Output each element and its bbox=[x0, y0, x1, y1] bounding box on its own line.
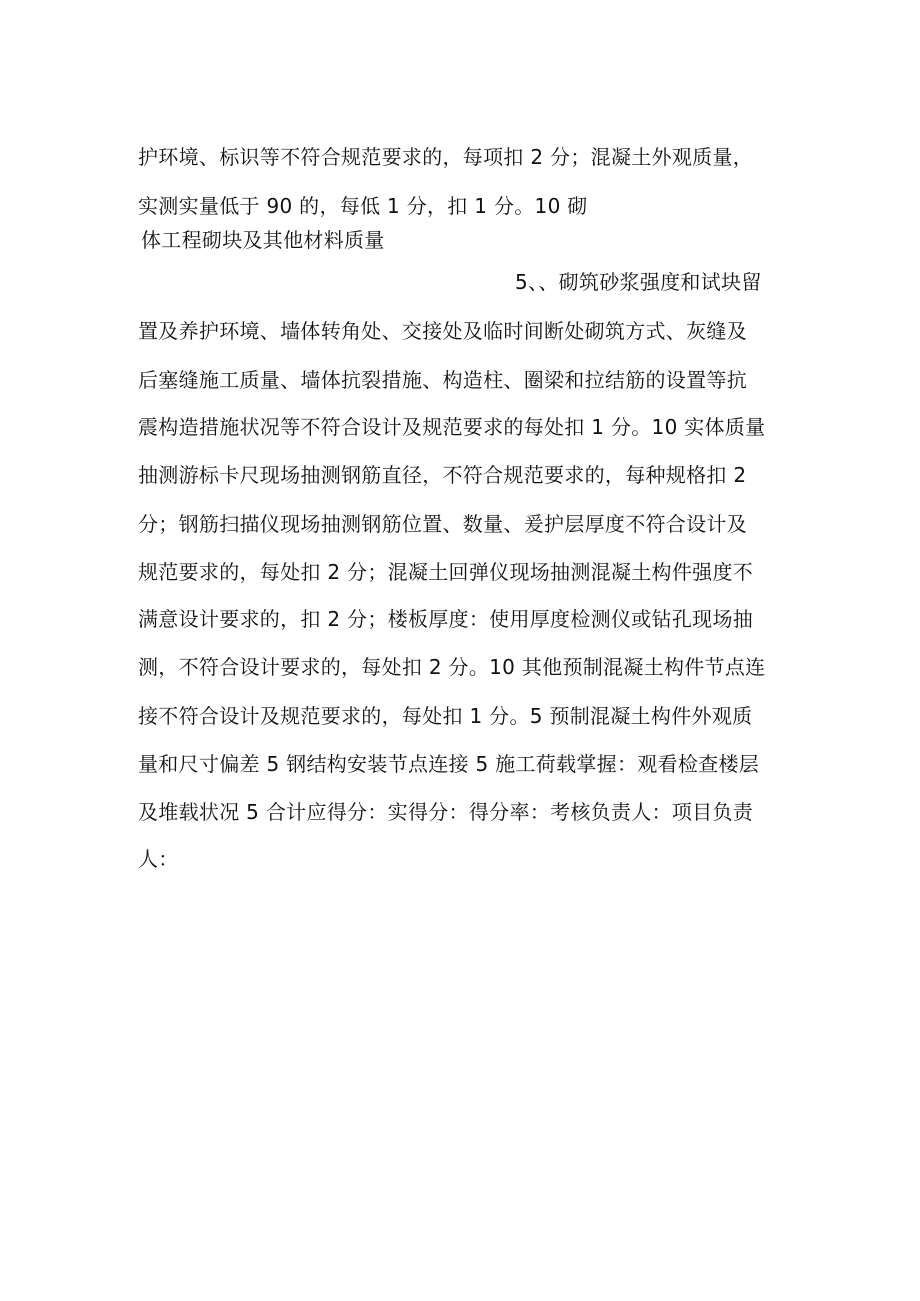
text-line-10: 规范要求的，每处扣 2 分；混凝土回弹仪现场抽测混凝土构件强度不 bbox=[138, 560, 754, 584]
text-line-7: 震构造措施状况等不符合设计及规范要求的每处扣 1 分。10 实体质量 bbox=[138, 415, 766, 439]
text-line-13: 接不符合设计及规范要求的，每处扣 1 分。5 预制混凝土构件外观质 bbox=[138, 704, 753, 728]
text-line-9: 分；钢筋扫描仪现场抽测钢筋位置、数量、爰护层厚度不符合设计及 bbox=[138, 512, 747, 536]
text-line-4: 5、、砌筑砂浆强度和试块留 bbox=[515, 270, 762, 294]
text-line-8: 抽测游标卡尺现场抽测钢筋直径，不符合规范要求的，每种规格扣 2 bbox=[138, 463, 747, 487]
text-line-2: 实测实量低于 90 的，每低 1 分，扣 1 分。10 砌 bbox=[138, 194, 588, 218]
text-line-14: 量和尺寸偏差 5 钢结构安装节点连接 5 施工荷载掌握：观看检查楼层 bbox=[138, 752, 760, 776]
text-line-3: 体工程砌块及其他材料质量 bbox=[141, 228, 385, 252]
text-line-12: 测，不符合设计要求的，每处扣 2 分。10 其他预制混凝土构件节点连 bbox=[138, 655, 766, 679]
text-line-5: 置及养护环境、墙体转角处、交接处及临时间断处砌筑方式、灰缝及 bbox=[138, 319, 747, 343]
text-line-11: 满意设计要求的，扣 2 分；楼板厚度：使用厚度检测仪或钻孔现场抽 bbox=[138, 607, 754, 631]
text-line-6: 后塞缝施工质量、墙体抗裂措施、构造柱、圈梁和拉结筋的设置等抗 bbox=[138, 368, 747, 392]
text-line-15: 及堆载状况 5 合计应得分：实得分：得分率：考核负责人：项目负责 bbox=[138, 800, 754, 824]
text-line-16: 人： bbox=[138, 847, 179, 871]
text-line-1: 护环境、标识等不符合规范要求的，每项扣 2 分；混凝土外观质量， bbox=[138, 145, 754, 169]
